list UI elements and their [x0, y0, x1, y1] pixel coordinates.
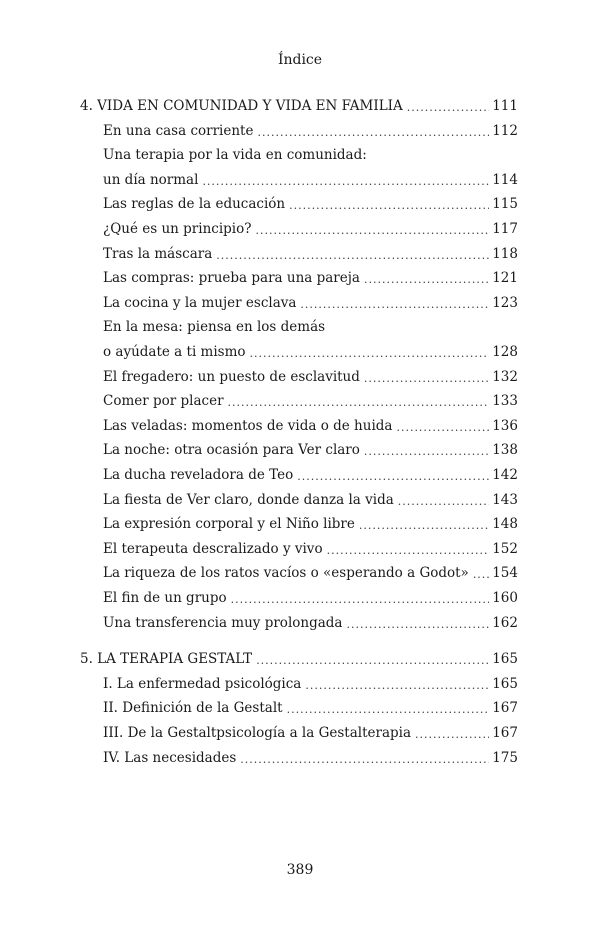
toc-entry[interactable]: [103, 218, 518, 240]
toc-entry[interactable]: [103, 341, 518, 363]
entry-page-number: 165: [492, 651, 518, 668]
entry-title: IV. Las necesidades: [103, 749, 237, 766]
dot-leader: [305, 677, 489, 695]
dot-leader: [327, 542, 490, 560]
entry-title: Comer por placer: [103, 393, 224, 410]
entry-title: III. De la Gestaltpsicología a la Gestalterapia: [103, 725, 411, 741]
entry-title: El fregadero: un puesto de esclavitud: [103, 368, 360, 385]
toc-entry[interactable]: [103, 366, 518, 388]
entry-title: Tras la máscara: [103, 245, 213, 262]
dot-leader: [407, 99, 489, 117]
entry-page-number: 128: [492, 344, 518, 360]
page-number: 389: [286, 862, 314, 878]
entry-page-number: 112: [492, 122, 518, 139]
dot-leader: [396, 419, 489, 437]
toc-entry[interactable]: [103, 193, 518, 215]
entry-title: En una casa corriente: [103, 122, 254, 139]
dot-leader: [359, 517, 489, 535]
entry-title: o ayúdate a ti mismo: [103, 344, 246, 360]
dot-leader: [364, 271, 489, 289]
entry-title: II. Definición de la Gestalt: [103, 700, 283, 717]
chapter-heading[interactable]: [80, 95, 518, 117]
entry-page-number: 123: [492, 294, 518, 311]
dot-leader: [216, 247, 489, 265]
entry-page-number: 142: [492, 467, 518, 483]
toc-entry[interactable]: [103, 390, 518, 412]
entry-title: El fin de un grupo: [103, 590, 227, 606]
entry-title: I. La enfermedad psicológica: [103, 675, 302, 692]
entry-title: 4. VIDA EN COMUNIDAD Y VIDA EN FAMILIA: [80, 98, 403, 114]
toc-entry[interactable]: [103, 747, 518, 769]
dot-leader: [228, 394, 490, 412]
dot-leader: [202, 173, 489, 191]
entry-page-number: 136: [492, 417, 518, 434]
entry-title: un día normal: [103, 171, 199, 188]
entry-page-number: 162: [492, 614, 518, 631]
toc-entry[interactable]: [103, 612, 518, 634]
dot-leader: [346, 616, 489, 634]
dot-leader: [287, 701, 490, 719]
toc-entry[interactable]: [103, 243, 518, 265]
entry-page-number: 143: [492, 491, 518, 508]
dot-leader: [289, 197, 489, 215]
entry-title: La fiesta de Ver claro, donde danza la vida: [103, 491, 394, 508]
dot-leader: [240, 751, 489, 769]
dot-leader: [300, 296, 489, 314]
entry-title: Las reglas de la educación: [103, 196, 286, 213]
entry-title: La noche: otra ocasión para Ver claro: [103, 442, 360, 459]
entry-page-number: 167: [492, 700, 518, 717]
entry-title: La ducha reveladora de Teo: [103, 467, 294, 483]
dot-leader: [415, 726, 489, 744]
dot-leader: [255, 222, 489, 240]
toc-entry[interactable]: [103, 489, 518, 511]
entry-page-number: 118: [492, 245, 518, 262]
toc-entry[interactable]: [103, 169, 518, 191]
entry-page-number: 133: [492, 393, 518, 410]
entry-page-number: 160: [492, 590, 518, 606]
entry-title: 5. LA TERAPIA GESTALT: [80, 651, 253, 668]
dot-leader: [398, 493, 489, 511]
toc-entry[interactable]: [103, 292, 518, 314]
entry-title: La cocina y la mujer esclava: [103, 294, 297, 311]
dot-leader: [231, 591, 490, 609]
entry-page-number: 111: [492, 98, 518, 114]
entry-page-number: 114: [492, 171, 518, 188]
dot-leader: [256, 652, 489, 670]
entry-title: Una transferencia muy prolongada: [103, 614, 343, 631]
toc-entry[interactable]: [103, 316, 518, 338]
toc-entry[interactable]: [103, 464, 518, 486]
entry-title: El terapeuta descralizado y vivo: [103, 540, 323, 557]
toc-entry[interactable]: [103, 673, 518, 695]
entry-title: Las veladas: momentos de vida o de huida: [103, 417, 393, 434]
chapter-heading[interactable]: [80, 648, 518, 670]
toc-entry[interactable]: [103, 697, 518, 719]
entry-title: En la mesa: piensa en los demás: [103, 319, 326, 336]
entry-page-number: 154: [492, 565, 518, 582]
dot-leader: [364, 443, 489, 461]
toc-entry[interactable]: [103, 513, 518, 535]
entry-page-number: 167: [492, 725, 518, 741]
dot-leader: [364, 370, 489, 388]
toc-entry[interactable]: [103, 587, 518, 609]
toc-entry[interactable]: [103, 722, 518, 744]
entry-page-number: 165: [492, 675, 518, 692]
entry-page-number: 115: [492, 196, 518, 213]
toc-entry[interactable]: [103, 415, 518, 437]
toc-entry[interactable]: [103, 144, 518, 166]
entry-title: Una terapia por la vida en comunidad:: [103, 147, 367, 164]
entry-page-number: 132: [492, 368, 518, 385]
dot-leader: [257, 124, 489, 142]
entry-title: La expresión corporal y el Niño libre: [103, 516, 355, 533]
toc-entry[interactable]: [103, 538, 518, 560]
dot-leader: [297, 468, 489, 486]
entry-page-number: 175: [492, 749, 518, 766]
entry-page-number: 117: [492, 221, 518, 237]
toc-entry[interactable]: [103, 267, 518, 289]
entry-page-number: 121: [492, 270, 518, 287]
entry-title: ¿Qué es un principio?: [103, 221, 252, 237]
page-title: Índice: [277, 52, 323, 68]
toc-entry[interactable]: [103, 562, 518, 584]
toc-entry[interactable]: [103, 120, 518, 142]
entry-title: Las compras: prueba para una pareja: [103, 270, 360, 287]
toc-entry[interactable]: [103, 439, 518, 461]
entry-page-number: 138: [492, 442, 518, 459]
dot-leader: [250, 345, 490, 363]
entry-page-number: 148: [492, 516, 518, 533]
entry-title: La riqueza de los ratos vacíos o «esperando a Godot»: [103, 565, 469, 582]
dot-leader: [473, 566, 489, 584]
entry-page-number: 152: [492, 540, 518, 557]
